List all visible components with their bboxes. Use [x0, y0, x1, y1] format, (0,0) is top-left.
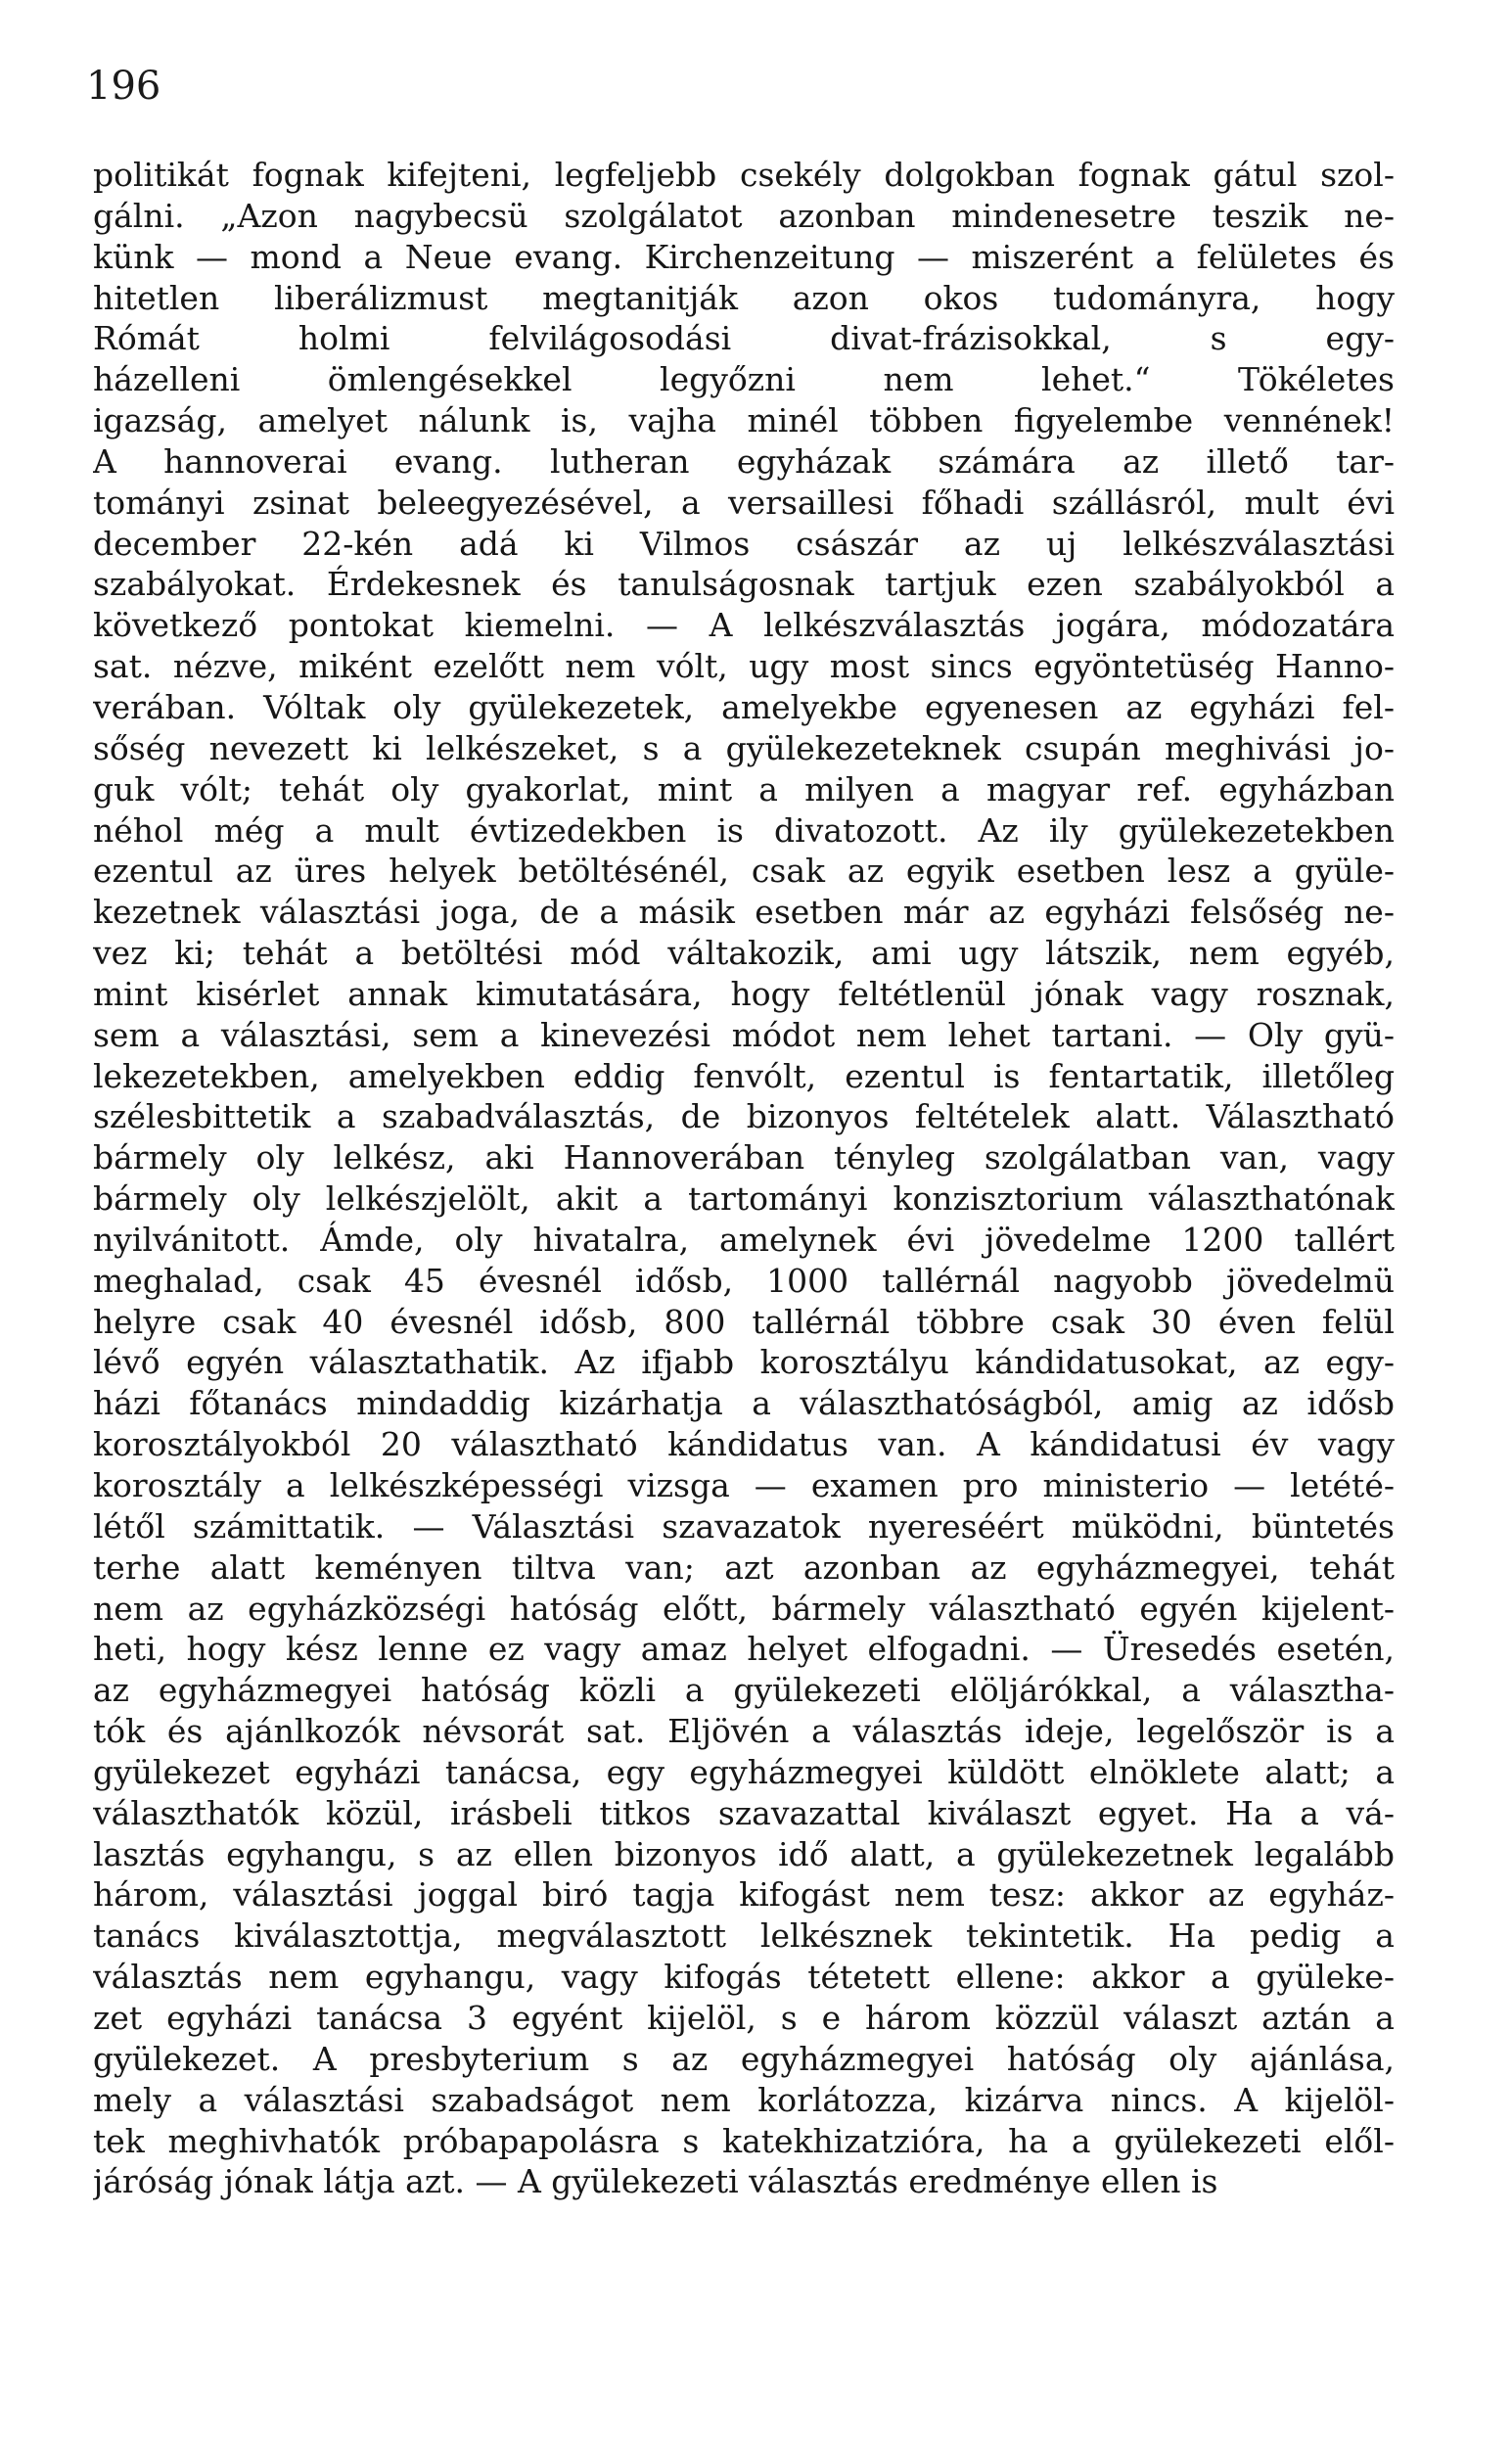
text-line: meghalad, csak 45 évesnél idősb, 1000 tallérnál nagyobb jövedelmü: [93, 1261, 1395, 1300]
text-line: vez ki; tehát a betöltési mód váltakozik, ami ugy látszik, nem egyéb,: [93, 934, 1395, 973]
text-line: politikát fognak kifejteni, legfeljebb csekély dolgokban fognak gátul szol-: [93, 156, 1395, 194]
text-line: bármely oly lelkész, aki Hannoverában tényleg szolgálatban van, vagy: [93, 1138, 1395, 1177]
text-line: korosztály a lelkészképességi vizsga — examen pro ministerio — letété-: [93, 1466, 1395, 1504]
text-line: tek meghivhatók próbapapolásra s katekhizatzióra, ha a gyülekezeti elől-: [93, 2121, 1395, 2160]
text-line: künk — mond a Neue evang. Kirchenzeitung — miszerént a felületes és: [93, 237, 1395, 276]
text-line: az egyházmegyei hatóság közli a gyülekezeti elöljárókkal, a választha-: [93, 1671, 1395, 1710]
text-line: igazság, amelyet nálunk is, vajha minél többen figyelembe vennének!: [93, 401, 1395, 440]
text-line: nem az egyházközségi hatóság előtt, bármely választható egyén kijelent-: [93, 1589, 1395, 1628]
page-number: 196: [86, 64, 161, 109]
text-line: nyilvánitott. Ámde, oly hivatalra, amelynek évi jövedelme 1200 tallért: [93, 1220, 1395, 1259]
text-line: lekezetekben, amelyekben eddig fenvólt, ezentul is fentartatik, illetőleg: [93, 1056, 1395, 1095]
text-line: mely a választási szabadságot nem korlátozza, kizárva nincs. A kijelöl-: [93, 2080, 1395, 2119]
text-line: létől számittatik. — Választási szavazatok nyereséért müködni, büntetés: [93, 1506, 1395, 1546]
text-line: házelleni ömlengésekkel legyőzni nem lehet.“ Tökéletes: [93, 360, 1395, 399]
text-line: guk vólt; tehát oly gyakorlat, mint a milyen a magyar ref. egyházban: [93, 769, 1395, 808]
text-line: helyre csak 40 évesnél idősb, 800 tallérnál többre csak 30 éven felül: [93, 1302, 1395, 1341]
text-line: tók és ajánlkozók névsorát sat. Eljövén a választás ideje, legelőször is a: [93, 1712, 1395, 1751]
text-line: zet egyházi tanácsa 3 egyént kijelöl, s e három közzül választ aztán a: [93, 1998, 1395, 2037]
text-line: következő pontokat kiemelni. — A lelkészválasztás jogára, módozatára: [93, 606, 1395, 645]
text-line: választhatók közül, irásbeli titkos szavazattal kiválaszt egyet. Ha a vá-: [93, 1793, 1395, 1832]
text-line: Rómát holmi felvilágosodási divat-frázisokkal, s egy-: [93, 319, 1395, 358]
text-line: járóság jónak látja azt. — A gyülekezeti választás eredménye ellen is: [93, 2162, 1218, 2201]
text-line: házi főtanács mindaddig kizárhatja a választhatóságból, amig az idősb: [93, 1384, 1395, 1423]
text-line: terhe alatt keményen tiltva van; azt azonban az egyházmegyei, tehát: [93, 1547, 1395, 1587]
text-line: heti, hogy kész lenne ez vagy amaz helyet elfogadni. — Üresedés esetén,: [93, 1630, 1395, 1669]
text-line: tanács kiválasztottja, megválasztott lelkésznek tekintetik. Ha pedig a: [93, 1916, 1395, 1956]
text-line: verában. Vóltak oly gyülekezetek, amelyekbe egyenesen az egyházi fel-: [93, 687, 1395, 726]
text-line: ezentul az üres helyek betöltésénél, csak az egyik esetben lesz a gyüle-: [93, 852, 1395, 891]
text-line: korosztályokból 20 választható kándidatus van. A kándidatusi év vagy: [93, 1425, 1395, 1464]
text-line: december 22-kén adá ki Vilmos császár az uj lelkészválasztási: [93, 524, 1395, 563]
text-line: lasztás egyhangu, s az ellen bizonyos idő alatt, a gyülekezetnek legalább: [93, 1834, 1395, 1873]
text-line: mint kisérlet annak kimutatására, hogy feltétlenül jónak vagy rosznak,: [93, 974, 1395, 1013]
text-line: kezetnek választási joga, de a másik esetben már az egyházi felsőség ne-: [93, 893, 1395, 932]
text-line: A hannoverai evang. lutheran egyházak számára az illető tar-: [93, 441, 1395, 481]
text-line: sőség nevezett ki lelkészeket, s a gyülekezeteknek csupán meghivási jo-: [93, 728, 1395, 767]
text-line: szabályokat. Érdekesnek és tanulságosnak tartjuk ezen szabályokból a: [93, 565, 1395, 604]
text-line: hitetlen liberálizmust megtanitják azon okos tudományra, hogy: [93, 278, 1395, 317]
text-line: bármely oly lelkészjelölt, akit a tartományi konzisztorium választhatónak: [93, 1179, 1395, 1219]
text-line: gálni. „Azon nagybecsü szolgálatot azonban mindenesetre teszik ne-: [93, 196, 1395, 235]
body-text: [93, 155, 1395, 2202]
text-line: gyülekezet egyházi tanácsa, egy egyházmegyei küldött elnöklete alatt; a: [93, 1752, 1395, 1791]
text-line: sat. nézve, miként ezelőtt nem vólt, ugy most sincs egyöntetüség Hanno-: [93, 647, 1395, 686]
text-line: sem a választási, sem a kinevezési módot nem lehet tartani. — Oly gyü-: [93, 1015, 1395, 1054]
text-line: szélesbittetik a szabadválasztás, de bizonyos feltételek alatt. Választható: [93, 1097, 1395, 1136]
text-line: három, választási joggal biró tagja kifogást nem tesz: akkor az egyház-: [93, 1875, 1395, 1915]
text-line: választás nem egyhangu, vagy kifogás tétetett ellene: akkor a gyüleke-: [93, 1958, 1395, 1997]
text-line: néhol még a mult évtizedekben is divatozott. Az ily gyülekezetekben: [93, 810, 1395, 850]
text-line: tományi zsinat beleegyezésével, a versaillesi főhadi szállásról, mult évi: [93, 483, 1395, 522]
text-line: gyülekezet. A presbyterium s az egyházmegyei hatóság oly ajánlása,: [93, 2039, 1395, 2078]
text-line: lévő egyén választathatik. Az ifjabb korosztályu kándidatusokat, az egy-: [93, 1343, 1395, 1382]
